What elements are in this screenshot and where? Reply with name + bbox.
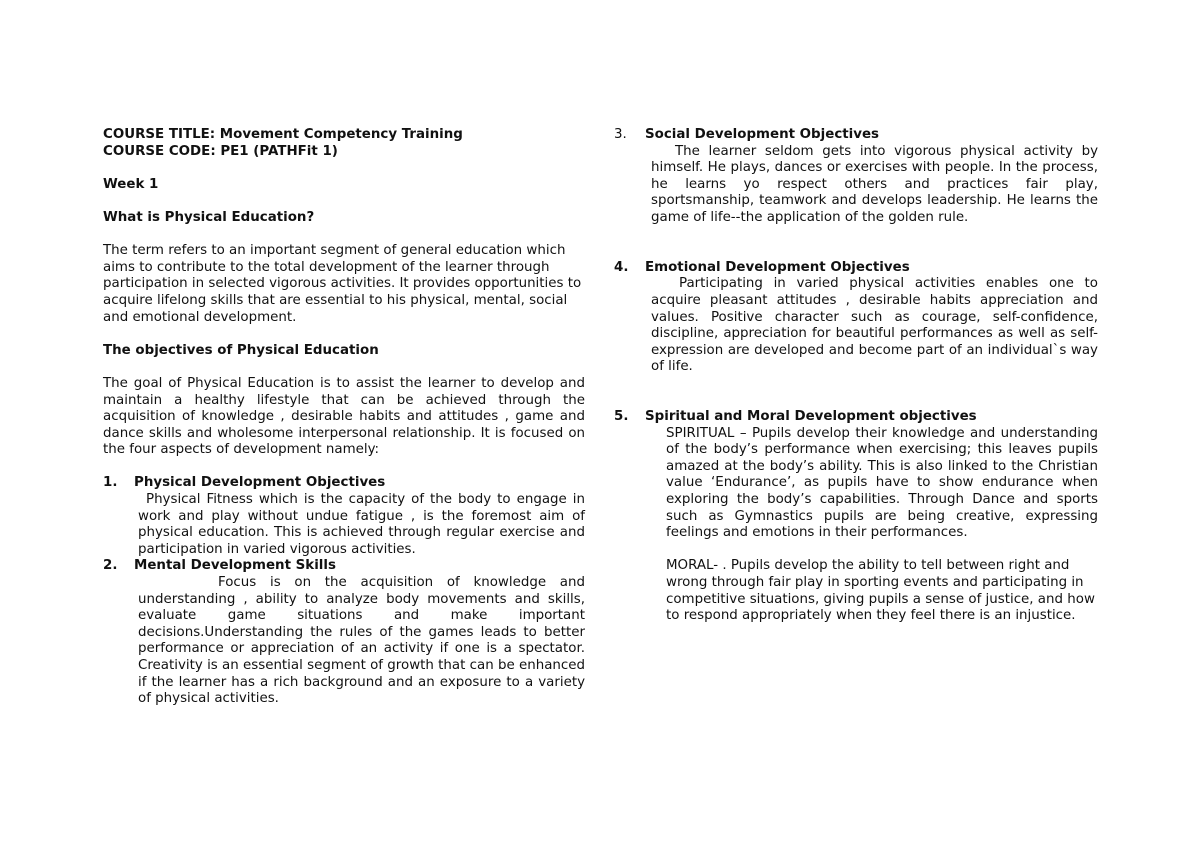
item3-number: 3.: [614, 127, 627, 142]
item1-heading: [103, 475, 585, 492]
week-label: Week 1: [103, 176, 159, 192]
item3-title: Social Development Objectives: [645, 127, 880, 142]
item3-text: The learner seldom gets into vigorous physical activity by himself. He plays, dances or exercises with people. In the process, he learns yo respect others and practices fair play, sportsmanship, teamwork and develops leadership. He learns the game of life--the application of the golden rule.: [651, 143, 1098, 225]
item5-heading: [614, 409, 1098, 426]
heading-objectives: The objectives of Physical Education: [103, 342, 379, 358]
item4-text: Participating in varied physical activities enables one to acquire pleasant attitudes , desirable habits appreciation and values. Positive character such as courage, self-confidence, discipline, appreciation for beautiful performances as well as self- expression are developed and become part of an individual`s way of life.: [651, 276, 1098, 375]
left-column: [103, 127, 585, 708]
item1-title: Physical Development Objectives: [134, 475, 386, 491]
item1-text: Physical Fitness which is the capacity of the body to engage in work and play without undue fatigue , is the foremost aim of physical education. This is achieved through regular exercise and participation in varied vigorous activities.: [138, 492, 585, 557]
course-code: COURSE CODE: PE1 (PATHFit 1): [103, 143, 338, 159]
right-column: [614, 127, 1098, 625]
item5-title: Spiritual and Moral Development objectives: [645, 409, 977, 425]
item2-text: Focus is on the acquisition of knowledge and understanding , ability to analyze body movements and skills, evaluate game situations and make important decisions.Understanding the rules of the games leads to better performance or appreciation of an activity if one is a spectator. Creativity is an essential segment of growth that can be enhanced if the learner has a rich background and an exposure to a variety of physical activities.: [138, 575, 585, 707]
heading-what-is-pe: What is Physical Education?: [103, 209, 315, 225]
item5-number: 5.: [614, 409, 629, 425]
item2-number: 2.: [103, 558, 118, 574]
item4-heading: [614, 260, 1098, 277]
goal-paragraph: The goal of Physical Education is to assist the learner to develop and maintain a healthy lifestyle that can be achieved through the acquisition of knowledge , desirable habits and attitudes , game and dance skills and wholesome interpersonal relationship. It is focused on the four aspects of development namely:: [103, 375, 585, 458]
intro-paragraph: The term refers to an important segment of general education which aims to contribute to the total development of the learner through participation in selected vigorous activities. It provides opportunities to acquire lifelong skills that are essential to his physical, mental, social and emotional development.: [103, 243, 582, 325]
item3-heading: [614, 127, 1098, 144]
item2-heading: [103, 558, 585, 575]
course-title: COURSE TITLE: Movement Competency Training: [103, 127, 463, 142]
spiritual-text: SPIRITUAL – Pupils develop their knowledge and understanding of the body’s performance when exercising; this leaves pupils amazed at the body’s ability. This is also linked to the Christian value ‘Endurance’, as pupils have to show endurance when exploring the body’s capabilities. Through Dance and sports such as Gymnastics pupils are being creative, expressing feelings and emotions in their performances.: [666, 425, 1098, 541]
moral-text: MORAL- . Pupils develop the ability to tell between right and wrong through fair play in sporting events and participating in competitive situations, giving pupils a sense of justice, and how to respond appropriately when they feel there is an injustice.: [666, 558, 1095, 624]
item4-number: 4.: [614, 259, 629, 275]
item1-number: 1.: [103, 475, 118, 491]
item2-title: Mental Development Skills: [134, 558, 336, 574]
item4-title: Emotional Development Objectives: [645, 259, 910, 275]
